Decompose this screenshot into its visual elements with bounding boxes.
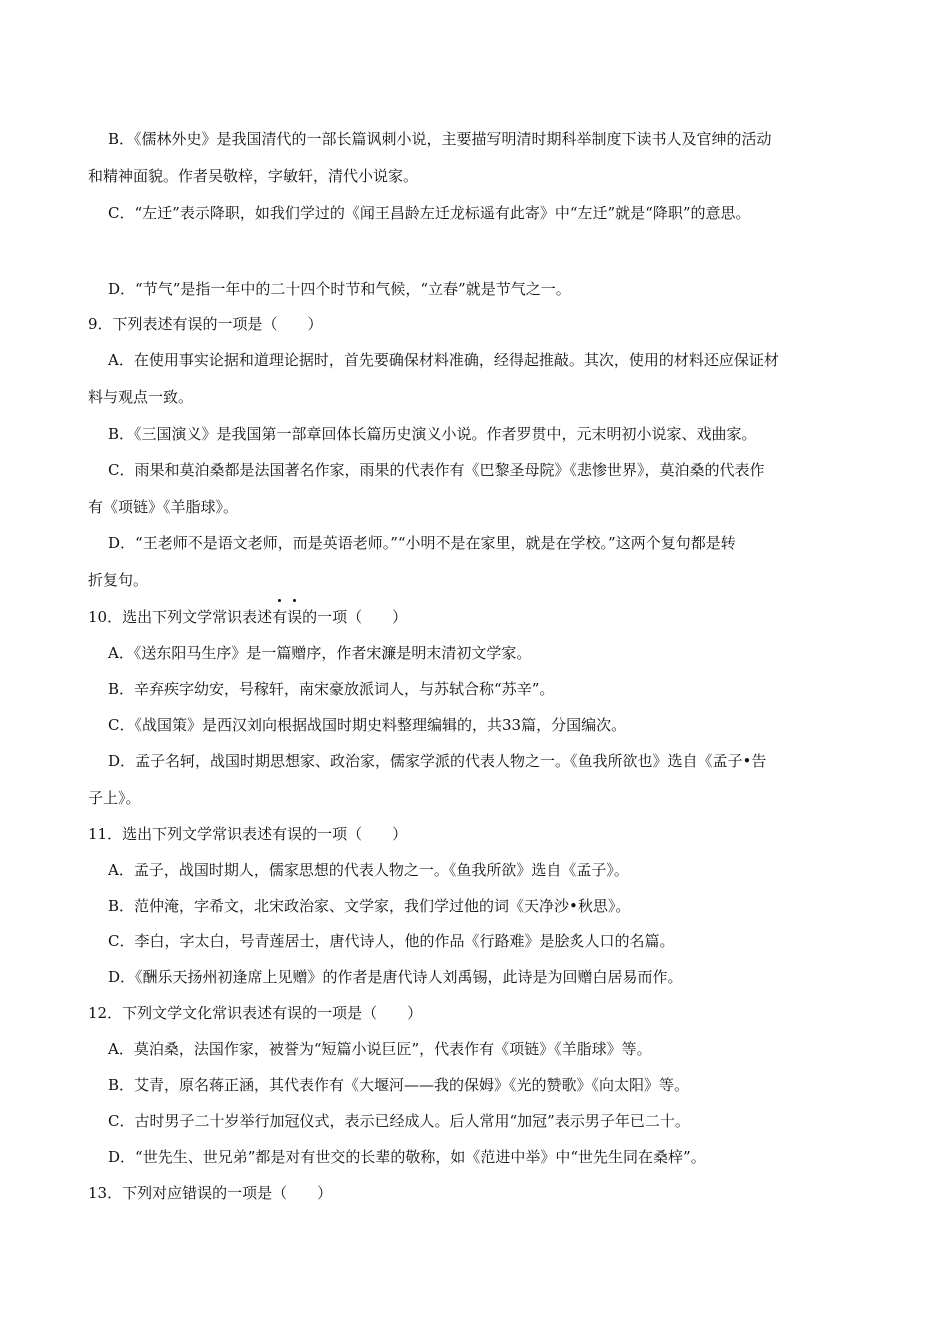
- option-text: D．“世先生、世兄弟”都是对有世交的长辈的敬称，如《范进中举》中“世先生同在桑梓”。: [108, 1148, 706, 1166]
- option-text: D．孟子名轲，战国时期思想家、政治家，儒家学派的代表人物之一。《鱼我所欲也》选自《孟子•告: [108, 752, 767, 770]
- question-text: 的一项（ ）: [302, 608, 408, 626]
- question-12-title: 12．下列文学文化常识表述有误的一项是（ ）: [88, 1004, 423, 1022]
- option-text: C．古时男子二十岁举行加冠仪式，表示已经成人。后人常用“加冠”表示男子年已二十。: [108, 1112, 690, 1130]
- option-text: C．李白，字太白，号青莲居士，唐代诗人，他的作品《行路难》是脍炙人口的名篇。: [108, 932, 675, 950]
- emphasis-char: 有: [272, 608, 288, 626]
- option-text: B．范仲淹，字希文，北宋政治家、文学家，我们学过他的词《天净沙•秋思》。: [108, 897, 631, 915]
- question-11-title: 11．选出下列文学常识表述有误的一项（ ）: [88, 825, 408, 843]
- option-text: B．辛弃疾字幼安，号稼轩，南宋豪放派词人，与苏轼合称“苏辛”。: [108, 680, 555, 698]
- option-text: D．“王老师不是语文老师，而是英语老师。”“小明不是在家里，就是在学校。”这两个复句都是转: [108, 534, 736, 552]
- option-text: C．“左迁”表示降职，如我们学过的《闻王昌龄左迁龙标遥有此寄》中“左迁”就是“降职”的意思。: [108, 204, 751, 222]
- question-text: 10．选出下列文学常识表述: [88, 608, 273, 626]
- option-text: D．《酬乐天扬州初逢席上见赠》的作者是唐代诗人刘禹锡，此诗是为回赠白居易而作。: [108, 968, 683, 986]
- emphasis-char: 误: [287, 608, 303, 626]
- option-text: A．莫泊桑，法国作家，被誉为“短篇小说巨匠”，代表作有《项链》《羊脂球》等。: [108, 1040, 652, 1058]
- option-text-continued: 有《项链》《羊脂球》。: [88, 498, 239, 516]
- option-text: A．在使用事实论据和道理论据时，首先要确保材料准确，经得起推敲。其次，使用的材料还应保证材: [108, 351, 779, 369]
- question-9-title: 9．下列表述有误的一项是（ ）: [88, 315, 323, 333]
- option-text: B．《儒林外史》是我国清代的一部长篇讽刺小说，主要描写明清时期科举制度下读书人及官绅的活动: [108, 130, 772, 148]
- option-text: A．孟子，战国时期人，儒家思想的代表人物之一。《鱼我所欲》选自《孟子》。: [108, 861, 629, 879]
- option-text-continued: 料与观点一致。: [88, 388, 194, 406]
- option-text: B．艾青，原名蒋正涵，其代表作有《大堰河——我的保姆》《光的赞歌》《向太阳》等。: [108, 1076, 690, 1094]
- option-text-continued: 折复句。: [88, 571, 149, 589]
- option-text-continued: 子上》。: [88, 789, 141, 807]
- option-text-continued: 和精神面貌。作者吴敬梓，字敏轩，清代小说家。: [88, 167, 419, 185]
- option-text: D．“节气”是指一年中的二十四个时节和气候，“立春”就是节气之一。: [108, 280, 571, 298]
- question-10-title: [88, 606, 407, 628]
- option-text: C．《战国策》是西汉刘向根据战国时期史料整理编辑的，共33篇，分国编次。: [108, 716, 627, 734]
- option-text: C．雨果和莫泊桑都是法国著名作家，雨果的代表作有《巴黎圣母院》《悲惨世界》，莫泊桑的代表作: [108, 461, 765, 479]
- option-text: B．《三国演义》是我国第一部章回体长篇历史演义小说。作者罗贯中，元末明初小说家、戏曲家。: [108, 425, 757, 443]
- question-13-title: 13．下列对应错误的一项是（ ）: [88, 1184, 333, 1202]
- option-text: A．《送东阳马生序》是一篇赠序，作者宋濂是明末清初文学家。: [108, 644, 532, 662]
